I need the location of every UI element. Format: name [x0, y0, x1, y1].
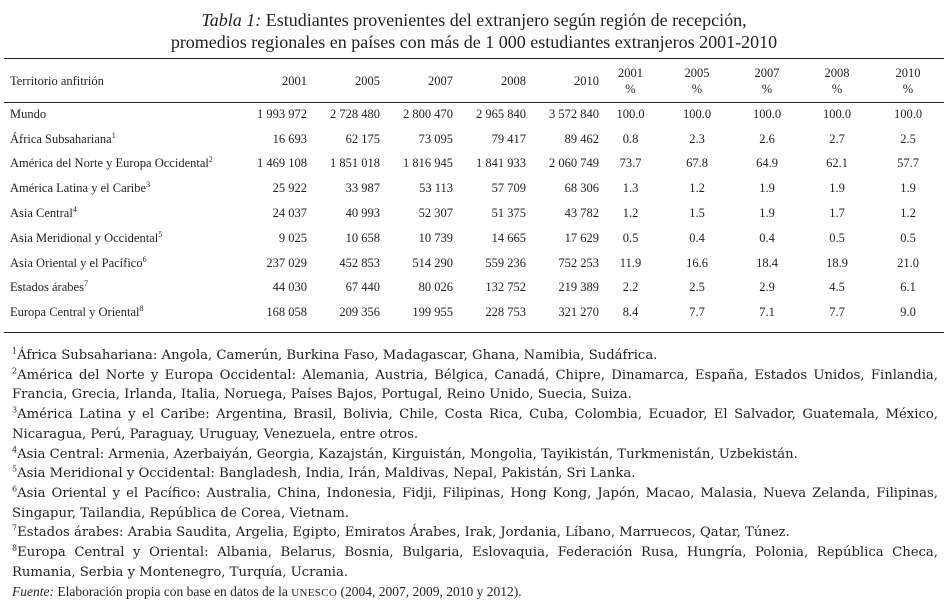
cell-percent: 2.9 — [759, 280, 775, 295]
cell-count: 1 816 945 — [403, 156, 453, 171]
table-row — [4, 102, 944, 127]
row-territory: Asia Central$^4$ — [10, 204, 77, 221]
cell-percent: 100.0 — [752, 106, 782, 121]
cell-count: 68 306 — [564, 181, 599, 196]
cell-percent: 0.8 — [622, 131, 639, 146]
cell-count: 44 030 — [272, 280, 307, 295]
footnote-ref: 4 — [72, 204, 77, 214]
footnote-ref: 2 — [208, 155, 213, 165]
footnote — [12, 523, 938, 543]
header-cell-2001: 2001 — [282, 74, 307, 88]
cell-count: 25 922 — [272, 181, 307, 196]
cell-percent: 18.4 — [756, 255, 778, 270]
cell-percent: 21.0 — [897, 255, 919, 270]
cell-percent: 1.9 — [900, 181, 916, 196]
footnote-ref: 8 — [139, 304, 144, 314]
cell-percent: 2.6 — [759, 131, 775, 146]
table-row — [4, 226, 944, 251]
cell-percent: 73.7 — [619, 156, 642, 171]
cell-percent: 67.8 — [686, 156, 708, 171]
source-years: (2004, 2007, 2009, 2010 y 2012). — [340, 584, 522, 600]
cell-count: 14 665 — [491, 230, 526, 245]
table-row — [4, 152, 944, 177]
footnote-ref: 3 — [146, 180, 151, 190]
source-note — [12, 582, 938, 603]
footnote — [12, 445, 938, 465]
cell-percent: 2.3 — [689, 131, 705, 146]
footnote-number: 6 — [12, 484, 18, 494]
cell-count: 89 462 — [564, 131, 599, 146]
cell-percent: 62.1 — [826, 156, 848, 171]
data-table — [4, 60, 944, 325]
cell-count: 62 175 — [345, 131, 380, 146]
cell-percent: 16.6 — [686, 255, 708, 270]
header-cell-2001-pct: 2001 % — [618, 66, 643, 96]
footnote-ref: 1 — [111, 130, 116, 140]
cell-count: 321 270 — [558, 305, 599, 320]
cell-count: 2 800 470 — [403, 106, 453, 121]
footnote-number: 2 — [12, 366, 18, 376]
cell-percent: 0.4 — [689, 230, 705, 245]
cell-percent: 2.7 — [829, 131, 845, 146]
footnote-number: 1 — [12, 346, 18, 356]
cell-percent: 64.9 — [756, 156, 778, 171]
cell-percent: 6.1 — [900, 280, 916, 295]
bottom-rule — [4, 332, 944, 333]
footnote-ref: 6 — [142, 254, 147, 264]
cell-count: 33 987 — [345, 181, 380, 196]
table-row — [4, 201, 944, 226]
footnote-number: 4 — [12, 445, 18, 455]
row-territory: América Latina y el Caribe$^3$ — [10, 180, 151, 196]
top-rule — [4, 58, 944, 59]
footnote-text: Asia Central: Armenia, Azerbaiyán, Georgia, Kazajstán, Kirguistán, Mongolia, Tayikistán, Turkmenistán, Uzbekistán. — [17, 446, 798, 462]
row-territory: Europa Central y Oriental$^8$ — [10, 304, 144, 320]
cell-percent: 1.9 — [759, 206, 775, 221]
source-label: Fuente: — [12, 584, 54, 600]
cell-percent: 57.7 — [897, 156, 919, 171]
cell-count: 80 026 — [418, 280, 453, 295]
header-cell-2005-pct: 2005 % — [684, 66, 710, 96]
cell-percent: 2.2 — [622, 280, 639, 295]
cell-count: 1 841 933 — [476, 156, 526, 171]
table-title-line-2: promedios regionales en países con más de 1 000 estudiantes extranjeros 2001-2010 — [170, 32, 778, 52]
cell-percent: 100.0 — [893, 106, 923, 121]
cell-count: 67 440 — [345, 280, 380, 295]
cell-percent: 100.0 — [616, 106, 645, 121]
footnote-text: África Subsahariana: Angola, Camerún, Burkina Faso, Madagascar, Ghana, Namibia, Sudáfrica. — [17, 348, 658, 363]
cell-count: 219 389 — [558, 280, 599, 295]
cell-count: 514 290 — [412, 255, 453, 270]
cell-count: 752 253 — [558, 255, 599, 270]
cell-count: 452 853 — [339, 255, 380, 270]
header-cell-2010: 2010 — [574, 74, 599, 88]
cell-count: 73 095 — [418, 131, 453, 146]
cell-count: 24 037 — [272, 206, 307, 221]
footnote-number: 5 — [12, 464, 18, 474]
footnote-number: 3 — [12, 405, 18, 415]
footnote-text: Europa Central y Oriental: Albania, Belarus, Bosnia, Bulgaria, Eslovaquia, Federación Rusa, Hungría, Polonia, República Checa, Rumania, Serbia y Montenegro, Turquía, Ucrania. — [12, 545, 938, 580]
row-territory: Mundo — [10, 106, 47, 121]
cell-count: 228 753 — [485, 305, 526, 320]
footnote — [12, 543, 938, 582]
row-territory: Estados árabes$^7$ — [10, 279, 88, 295]
cell-count: 132 752 — [485, 280, 526, 295]
cell-count: 1 993 972 — [257, 106, 307, 121]
cell-percent: 1.2 — [622, 206, 639, 221]
header-cell-2007: 2007 — [428, 74, 453, 88]
cell-count: 16 693 — [272, 131, 307, 146]
cell-count: 53 113 — [419, 181, 453, 196]
cell-count: 52 307 — [418, 206, 453, 221]
cell-percent: 1.2 — [689, 181, 705, 196]
source-text: Elaboración propia con base en datos de la — [57, 584, 288, 600]
header-cell-2008: 2008 — [501, 74, 526, 88]
cell-count: 10 658 — [345, 230, 380, 245]
cell-count: 3 572 840 — [549, 106, 599, 121]
cell-percent: 8.4 — [622, 305, 639, 320]
cell-percent: 7.7 — [689, 305, 705, 320]
footnote-text: Asia Meridional y Occidental: Bangladesh, India, Irán, Maldivas, Nepal, Pakistán, Sri Lanka. — [17, 466, 636, 482]
source-org: UNESCO — [291, 587, 338, 600]
cell-percent: 0.5 — [829, 230, 845, 245]
cell-count: 559 236 — [485, 255, 526, 270]
cell-count: 57 709 — [491, 181, 526, 196]
cell-count: 168 058 — [266, 305, 307, 320]
cell-percent: 100.0 — [822, 106, 852, 121]
row-territory: Asia Oriental y el Pacífico$^6$ — [10, 254, 147, 270]
table-row — [4, 127, 944, 152]
cell-percent: 0.5 — [622, 230, 639, 245]
header-cell-territory: Territorio anfitrión — [10, 74, 104, 88]
cell-percent: 2.5 — [689, 280, 705, 295]
cell-count: 2 728 480 — [330, 106, 380, 121]
cell-count: 199 955 — [412, 305, 453, 320]
cell-percent: 7.1 — [759, 305, 775, 320]
footnotes — [12, 346, 938, 603]
cell-percent: 4.5 — [829, 280, 845, 295]
cell-count: 237 029 — [266, 255, 307, 270]
header-cell-2010-pct: 2010 % — [895, 66, 921, 96]
cell-percent: 1.2 — [900, 206, 916, 221]
cell-count: 51 375 — [491, 206, 526, 221]
table-row — [4, 176, 944, 201]
cell-percent: 0.4 — [759, 230, 775, 245]
footnote-number: 7 — [12, 523, 18, 533]
cell-count: 1 469 108 — [257, 156, 307, 171]
footnote-number: 8 — [12, 543, 18, 553]
table-body — [4, 102, 944, 325]
cell-percent: 2.5 — [900, 131, 916, 146]
cell-count: 1 851 018 — [330, 156, 380, 171]
header-cell-2007-pct: 2007 % — [754, 66, 780, 96]
cell-percent: 1.5 — [689, 206, 705, 221]
footnote-ref: 7 — [83, 279, 88, 289]
header-row — [4, 60, 944, 102]
cell-percent: 18.9 — [826, 255, 848, 270]
row-territory: África Subsahariana$^1$ — [10, 130, 116, 146]
cell-count: 10 739 — [418, 230, 453, 245]
cell-count: 17 629 — [564, 230, 599, 245]
footnote — [12, 366, 938, 405]
cell-percent: 7.7 — [829, 305, 845, 320]
cell-percent: 1.9 — [829, 181, 845, 196]
cell-percent: 1.9 — [759, 181, 775, 196]
cell-percent: 1.3 — [622, 181, 639, 196]
table-row — [4, 251, 944, 276]
footnote-text: Estados árabes: Arabia Saudita, Argelia, Egipto, Emiratos Árabes, Irak, Jordania, Líbano, Marruecos, Qatar, Túnez. — [17, 525, 790, 541]
footnote-text: América Latina y el Caribe: Argentina, Brasil, Bolivia, Chile, Costa Rica, Cuba, Colombia, Ecuador, El Salvador, Guatemala, México, Nicaragua, Perú, Paraguay, Uruguay, Venezuela, entre otros. — [12, 407, 938, 442]
table-title-text: Estudiantes provenientes del extranjero según región de recepción, — [265, 10, 747, 30]
footnote-text: Asia Oriental y el Pacífico: Australia, China, Indonesia, Fidji, Filipinas, Hong Kong, Japón, Macao, Malasia, Nueva Zelanda, Filipinas, Singapur, Tailandia, República de Corea, Vietnam. — [12, 485, 938, 521]
table-title-line-1 — [0, 9, 948, 31]
cell-count: 2 965 840 — [476, 106, 526, 121]
cell-percent: 11.9 — [619, 255, 642, 270]
cell-percent: 9.0 — [900, 305, 916, 320]
row-territory: América del Norte y Europa Occidental$^2$ — [10, 155, 213, 171]
cell-count: 9 025 — [278, 230, 307, 245]
header-cell-2008-pct: 2008 % — [824, 66, 850, 96]
footnote — [12, 346, 938, 366]
footnote — [12, 464, 938, 484]
table-row — [4, 276, 944, 301]
footnote-ref: 5 — [158, 229, 163, 239]
cell-count: 43 782 — [564, 206, 599, 221]
cell-percent: 100.0 — [682, 106, 712, 121]
footnote — [12, 484, 938, 523]
table-label: Tabla 1: — [201, 10, 262, 30]
cell-percent: 0.5 — [900, 230, 916, 245]
row-territory: Asia Meridional y Occidental$^5$ — [10, 229, 163, 245]
cell-percent: 1.7 — [829, 206, 845, 221]
cell-count: 209 356 — [339, 305, 380, 320]
footnote-text: América del Norte y Europa Occidental: Alemania, Austria, Bélgica, Canadá, Chipre, Dinamarca, España, Estados Unidos, Finlandia, Francia, Grecia, Irlanda, Italia, Noruega, Países Bajos, Portugal, Reino Unido, Suecia, Suiza. — [12, 367, 938, 403]
header-cell-2005: 2005 — [355, 74, 380, 88]
table-row — [4, 300, 944, 325]
cell-count: 40 993 — [345, 206, 380, 221]
cell-count: 2 060 749 — [549, 156, 599, 171]
footnote — [12, 405, 938, 444]
footnote-list — [12, 346, 938, 582]
cell-count: 79 417 — [491, 131, 526, 146]
